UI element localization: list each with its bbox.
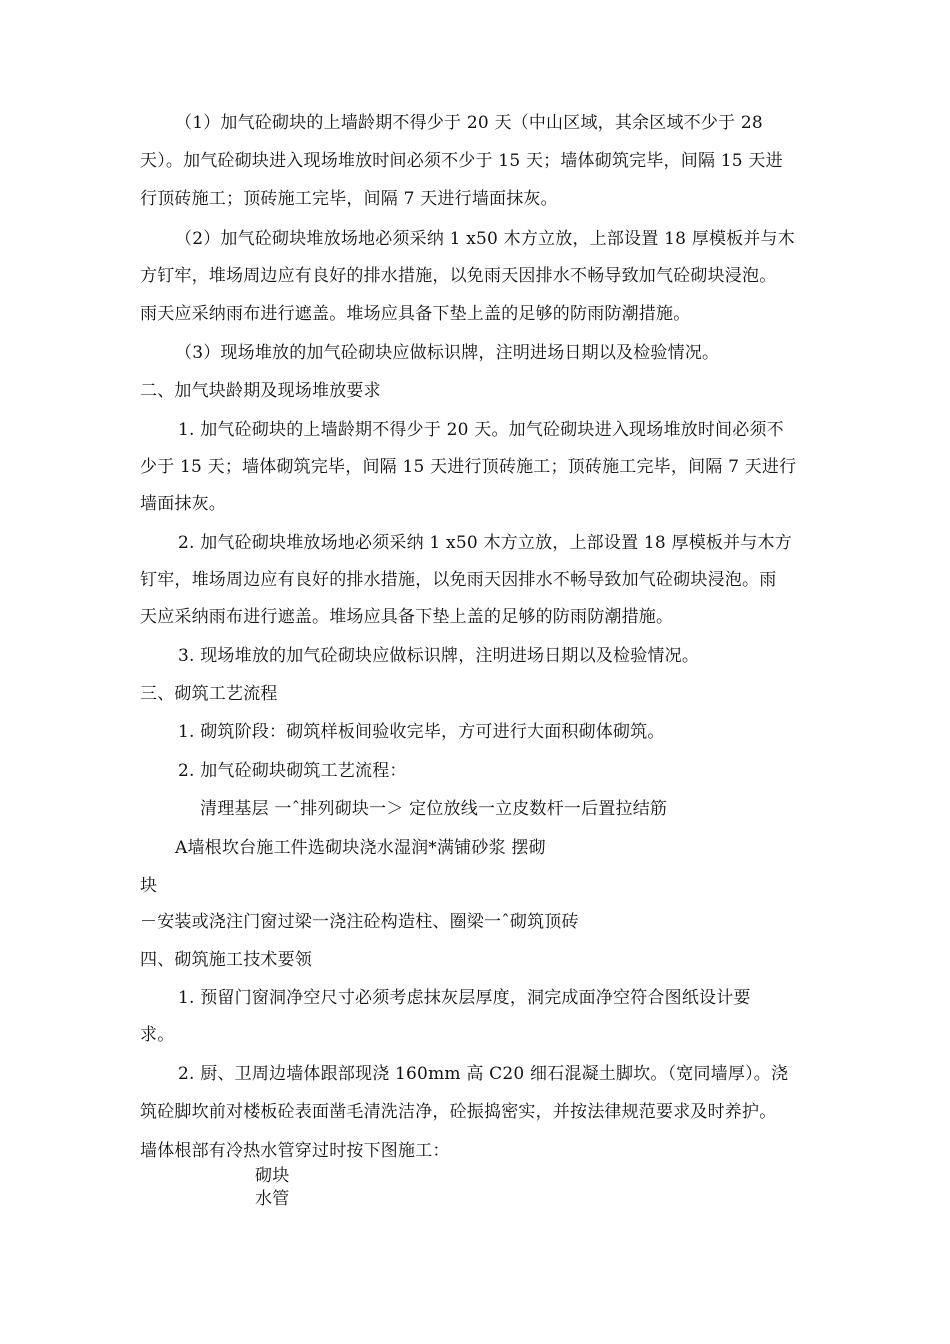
section-4-item-1-line-1: 1. 预留门窗洞净空尺寸必须考虑抹灰层厚度，洞完成面净空符合图纸设计要 [178, 988, 751, 1008]
section-2-item-1-line-3: 墙面抹灰。 [140, 494, 226, 514]
section-4-item-2-line-1: 2. 厨、卫周边墙体跟部现浇 160mm 高 C20 细石混凝土脚坎。（宽同墙厚）。浇 [178, 1064, 789, 1084]
flow-line-1: 清理基层 一ˆ排列砌块一＞ 定位放线一立皮数杆一后置拉结筋 [200, 799, 668, 819]
figure-label-block: 砌块 [255, 1166, 290, 1186]
section-3-item-1: 1. 砌筑阶段：砌筑样板间验收完毕，方可进行大面积砌体砌筑。 [178, 722, 665, 742]
figure-label-pipe: 水管 [255, 1189, 290, 1209]
section-2-item-1-line-1: 1. 加气砼砌块的上墙龄期不得少于 20 天。加气砼砌块进入现场堆放时间必须不 [178, 420, 784, 440]
para-3-line-1: （3）现场堆放的加气砼砌块应做标识牌，注明进场日期以及检验情况。 [175, 343, 720, 363]
section-4-item-1-line-2: 求。 [140, 1025, 175, 1045]
para-1-line-1: （1）加气砼砌块的上墙龄期不得少于 20 天（中山区域，其余区域不少于 28 [175, 113, 763, 133]
section-3-item-2: 2. 加气砼砌块砌筑工艺流程： [178, 761, 407, 781]
para-2-line-3: 雨天应采纳雨布进行遮盖。堆场应具备下垫上盖的足够的防雨防潮措施。 [140, 304, 691, 324]
section-4-item-2-line-2: 筑砼脚坎前对楼板砼表面凿毛清洗洁净，砼振捣密实，并按法律规范要求及时养护。 [140, 1102, 777, 1122]
section-2-heading: 二、加气块龄期及现场堆放要求 [140, 381, 381, 401]
para-2-line-1: （2）加气砼砌块堆放场地必须采纳 1 x50 木方立放，上部设置 18 厚模板并与木 [175, 229, 795, 249]
section-3-heading: 三、砌筑工艺流程 [140, 684, 278, 704]
flow-line-4: －安装或浇注门窗过梁一浇注砼构造柱、圈梁一ˆ砌筑顶砖 [140, 912, 579, 932]
para-1-line-2: 天）。加气砼砌块进入现场堆放时间必须不少于 15 天；墙体砌筑完毕，间隔 15 天进 [140, 151, 783, 171]
section-2-item-2-line-2: 钉牢，堆场周边应有良好的排水措施，以免雨天因排水不畅导致加气砼砌块浸泡。雨 [140, 570, 777, 590]
section-2-item-2-line-1: 2. 加气砼砌块堆放场地必须采纳 1 x50 木方立放，上部设置 18 厚模板并与木方 [178, 533, 792, 553]
para-1-line-3: 行顶砖施工；顶砖施工完毕，间隔 7 天进行墙面抹灰。 [140, 189, 558, 209]
section-4-heading: 四、砌筑施工技术要领 [140, 950, 312, 970]
section-4-item-2-line-3: 墙体根部有冷热水管穿过时按下图施工： [140, 1141, 450, 1161]
section-2-item-1-line-2: 少于 15 天；墙体砌筑完毕，间隔 15 天进行顶砖施工；顶砖施工完毕，间隔 7 天进行 [140, 457, 797, 477]
para-2-line-2: 方钉牢，堆场周边应有良好的排水措施，以免雨天因排水不畅导致加气砼砌块浸泡。 [140, 266, 777, 286]
section-2-item-2-line-3: 天应采纳雨布进行遮盖。堆场应具备下垫上盖的足够的防雨防潮措施。 [140, 607, 674, 627]
flow-line-2: A墙根坎台施工件选砌块浇水湿润*满铺砂浆 摆砌 [175, 838, 546, 858]
flow-line-3: 块 [140, 876, 158, 896]
section-2-item-3: 3. 现场堆放的加气砼砌块应做标识牌，注明进场日期以及检验情况。 [178, 646, 700, 666]
